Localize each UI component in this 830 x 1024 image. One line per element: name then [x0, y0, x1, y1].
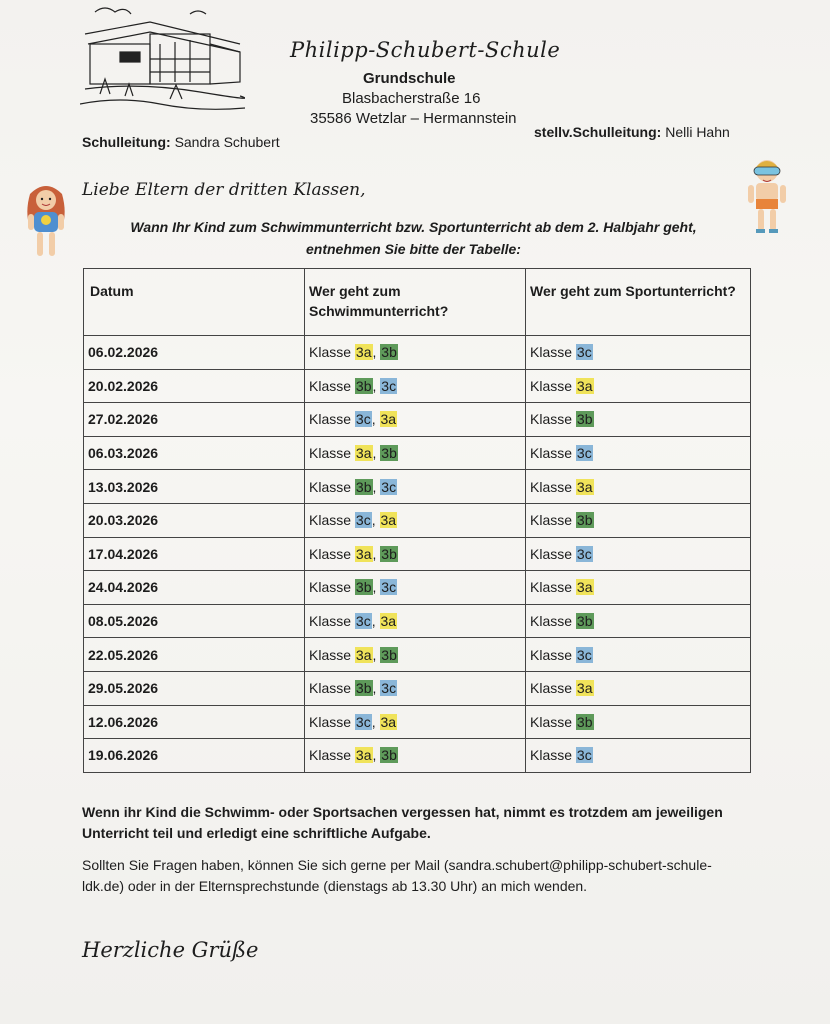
row-date: 06.02.2026 [84, 336, 305, 370]
class-tag: 3b [381, 747, 397, 764]
class-tag: 3c [576, 646, 592, 663]
table-row [84, 705, 751, 739]
table-row [84, 671, 751, 705]
table-row [84, 470, 751, 504]
row-date: 19.06.2026 [84, 739, 305, 773]
class-tag: 3c [381, 478, 397, 495]
klasse-word: Klasse [530, 512, 573, 529]
boy-swimmer-illustration [740, 155, 795, 235]
klasse-word: Klasse [530, 680, 573, 697]
row-sport-class [526, 604, 751, 638]
class-tag: 3a [380, 713, 397, 730]
school-deputy [534, 124, 730, 140]
class-tag: 3c [576, 445, 592, 462]
class-tag: 3a [355, 747, 372, 764]
class-tag: 3a [576, 478, 593, 495]
row-swim-classes: Klasse 3c, 3a [305, 604, 526, 638]
klasse-word: Klasse [309, 445, 352, 462]
questions-paragraph: Sollten Sie Fragen haben, können Sie sich gerne per Mail (sandra.schubert@philipp-schubert-schule-ldk.de) oder in der Elternsprechstunde (dienstags ab 13.30 Uhr) an mich wenden. [82, 857, 712, 894]
row-date: 06.03.2026 [84, 436, 305, 470]
class-tag: 3b [355, 579, 372, 596]
row-date: 22.05.2026 [84, 638, 305, 672]
class-tag: 3a [380, 613, 397, 630]
table-row [84, 503, 751, 537]
row-swim-classes: Klasse 3a, 3b [305, 739, 526, 773]
lead-name: Sandra Schubert [174, 134, 280, 150]
class-tag: 3b [381, 344, 397, 361]
class-tag: 3c [576, 344, 592, 361]
class-tag: 3a [355, 545, 372, 562]
header-date: Datum [84, 269, 305, 336]
class-tag: 3c [355, 512, 371, 529]
row-date: 17.04.2026 [84, 537, 305, 571]
klasse-word: Klasse [530, 613, 573, 630]
class-tag: 3b [381, 545, 397, 562]
class-tag: 3a [576, 680, 593, 697]
klasse-word: Klasse [530, 747, 573, 764]
klasse-word: Klasse [530, 579, 573, 596]
row-date: 20.02.2026 [84, 369, 305, 403]
class-tag: 3c [355, 411, 371, 428]
class-tag: 3c [576, 545, 592, 562]
class-tag: 3b [355, 478, 372, 495]
row-swim-classes: Klasse 3a, 3b [305, 436, 526, 470]
row-swim-classes: Klasse 3a, 3b [305, 537, 526, 571]
class-tag: 3c [355, 713, 371, 730]
klasse-word: Klasse [530, 344, 573, 361]
class-tag: 3b [576, 613, 593, 630]
row-sport-class [526, 537, 751, 571]
klasse-word: Klasse [309, 478, 352, 495]
row-sport-class [526, 403, 751, 437]
intro-text: Wann Ihr Kind zum Schwimmunterricht bzw. Sportunterricht ab dem 2. Halbjahr geht, entnehmen Sie bitte der Tabelle: [130, 219, 697, 257]
row-date: 20.03.2026 [84, 503, 305, 537]
klasse-word: Klasse [530, 713, 573, 730]
class-tag: 3c [381, 377, 397, 394]
class-tag: 3b [576, 512, 593, 529]
class-tag: 3b [381, 445, 397, 462]
class-tag: 3a [355, 445, 372, 462]
deputy-label: stellv.Schulleitung: [534, 124, 662, 140]
klasse-word: Klasse [309, 613, 352, 630]
row-swim-classes: Klasse 3b, 3c [305, 571, 526, 605]
klasse-word: Klasse [530, 377, 573, 394]
school-type: Grundschule [363, 70, 456, 87]
table-row [84, 537, 751, 571]
class-tag: 3b [381, 646, 397, 663]
class-tag: 3b [576, 713, 593, 730]
table-row [84, 604, 751, 638]
school-lead [82, 134, 280, 150]
table-row [84, 436, 751, 470]
row-date: 12.06.2026 [84, 705, 305, 739]
row-date: 13.03.2026 [84, 470, 305, 504]
klasse-word: Klasse [530, 411, 573, 428]
deputy-name: Nelli Hahn [665, 124, 730, 140]
klasse-word: Klasse [309, 680, 352, 697]
row-date: 24.04.2026 [84, 571, 305, 605]
row-swim-classes: Klasse 3b, 3c [305, 470, 526, 504]
class-tag: 3b [355, 377, 372, 394]
klasse-word: Klasse [309, 545, 352, 562]
row-date: 29.05.2026 [84, 671, 305, 705]
row-swim-classes: Klasse 3c, 3a [305, 705, 526, 739]
class-tag: 3a [576, 579, 593, 596]
row-swim-classes: Klasse 3b, 3c [305, 369, 526, 403]
class-tag: 3b [355, 680, 372, 697]
class-tag: 3c [576, 747, 592, 764]
klasse-word: Klasse [530, 445, 573, 462]
table-row [84, 369, 751, 403]
row-sport-class [526, 503, 751, 537]
class-tag: 3b [576, 411, 593, 428]
school-building-logo [80, 4, 245, 114]
class-tag: 3a [380, 411, 397, 428]
row-sport-class [526, 336, 751, 370]
klasse-word: Klasse [309, 646, 352, 663]
row-sport-class [526, 638, 751, 672]
row-swim-classes: Klasse 3c, 3a [305, 503, 526, 537]
table-row [84, 739, 751, 773]
row-date: 27.02.2026 [84, 403, 305, 437]
girl-swimmer-illustration [20, 180, 72, 260]
class-tag: 3a [576, 377, 593, 394]
row-swim-classes: Klasse 3a, 3b [305, 638, 526, 672]
greeting: Liebe Eltern der dritten Klassen, [82, 180, 366, 200]
table-row [84, 403, 751, 437]
school-street: Blasbacherstraße 16 [342, 90, 481, 107]
row-sport-class [526, 436, 751, 470]
row-swim-classes: Klasse 3b, 3c [305, 671, 526, 705]
row-swim-classes: Klasse 3a, 3b [305, 336, 526, 370]
klasse-word: Klasse [309, 377, 352, 394]
row-sport-class [526, 671, 751, 705]
closing-signoff: Herzliche Grüße [82, 938, 259, 962]
class-tag: 3a [355, 344, 372, 361]
row-sport-class [526, 470, 751, 504]
row-swim-classes: Klasse 3c, 3a [305, 403, 526, 437]
forgotten-gear-note: Wenn ihr Kind die Schwimm- oder Sportsachen vergessen hat, nimmt es trotzdem am jeweiligen Unterricht teil und erledigt eine schriftliche Aufgabe. [82, 804, 723, 841]
row-sport-class [526, 369, 751, 403]
class-tag: 3c [381, 680, 397, 697]
lead-label: Schulleitung: [82, 134, 171, 150]
klasse-word: Klasse [309, 411, 352, 428]
class-tag: 3a [380, 512, 397, 529]
table-header-row [84, 269, 751, 336]
table-row [84, 336, 751, 370]
klasse-word: Klasse [309, 512, 352, 529]
row-sport-class [526, 739, 751, 773]
klasse-word: Klasse [530, 646, 573, 663]
row-date: 08.05.2026 [84, 604, 305, 638]
klasse-word: Klasse [309, 747, 352, 764]
header-sport: Wer geht zum Sportunterricht? [526, 269, 751, 336]
row-sport-class [526, 571, 751, 605]
table-row [84, 638, 751, 672]
klasse-word: Klasse [309, 713, 352, 730]
schedule-table [83, 268, 751, 773]
school-city: 35586 Wetzlar – Hermannstein [310, 110, 517, 127]
header-swim: Wer geht zum Schwimmunterricht? [305, 269, 526, 336]
klasse-word: Klasse [309, 579, 352, 596]
class-tag: 3a [355, 646, 372, 663]
class-tag: 3c [381, 579, 397, 596]
row-sport-class [526, 705, 751, 739]
school-name: Philipp-Schubert-Schule [290, 38, 561, 62]
class-tag: 3c [355, 613, 371, 630]
klasse-word: Klasse [309, 344, 352, 361]
klasse-word: Klasse [530, 478, 573, 495]
table-row [84, 571, 751, 605]
klasse-word: Klasse [530, 545, 573, 562]
